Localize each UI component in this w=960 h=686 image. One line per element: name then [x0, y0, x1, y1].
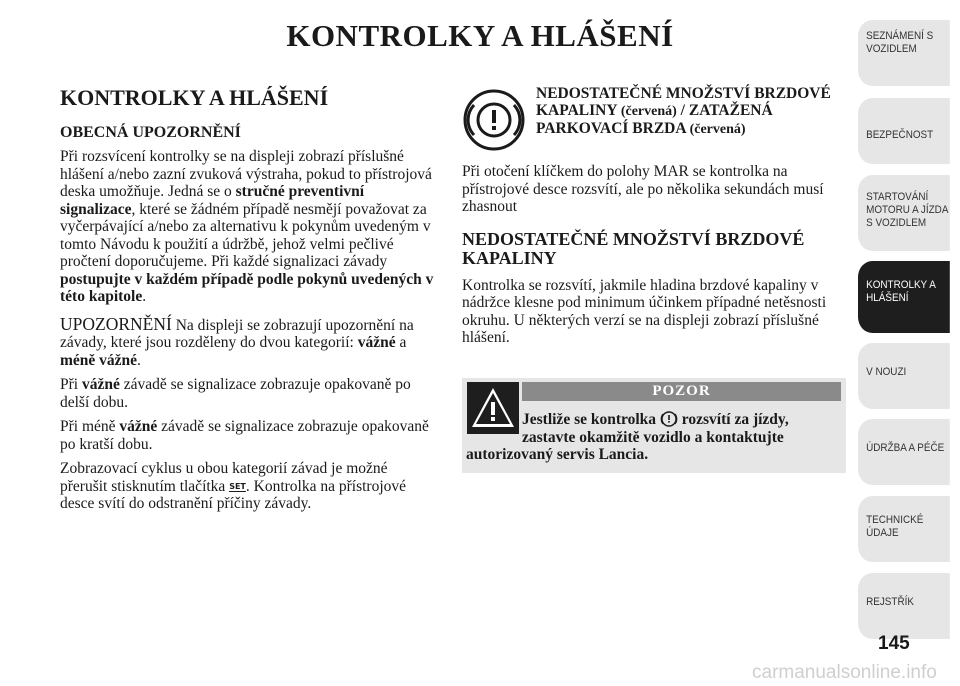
serious-fault-paragraph: Při vážné závadě se signalizace zobrazuje opakovaně po delší dobu.	[60, 376, 411, 411]
section-heading: KONTROLKY A HLÁŠENÍ	[60, 85, 329, 110]
brake-warning-title: NEDOSTATEČNÉ MNOŽSTVÍ BRZDOVÉ KAPALINY (červená) / ZATAŽENÁ PARKOVACÍ BRZDA (červená)	[536, 85, 831, 137]
display-cycle-paragraph: Zobrazovací cyklus u obou kategorií závad je možné přerušit stisknutím tlačítka SET. Kontrolka na přístrojové desce svítí do odstranění příčiny závady.	[60, 460, 407, 512]
minor-fault-paragraph: Při méně vážné závadě se signalizace zobrazuje opakovaně po kratší dobu.	[60, 418, 429, 453]
warning-categories-paragraph: UPOZORNĚNÍ Na displeji se zobrazují upozornění na závady, které jsou rozděleny do dvou kategorií: vážné a méně vážné.	[60, 313, 414, 369]
right-column	[462, 85, 847, 354]
caution-box	[462, 378, 846, 473]
tab-udrzba[interactable]: ÚDRŽBA A PÉČE	[858, 419, 950, 485]
brake-warning-small-icon	[660, 411, 678, 427]
brake-warning-block	[462, 85, 847, 163]
tab-kontrolky[interactable]: KONTROLKY A HLÁŠENÍ	[858, 261, 950, 333]
watermark: carmanualsonline.info	[752, 662, 937, 683]
caution-label: POZOR	[522, 382, 841, 401]
tab-v-nouzi[interactable]: V NOUZI	[858, 343, 950, 409]
page-title: KONTROLKY A HLÁŠENÍ	[286, 18, 674, 53]
tab-seznameni[interactable]: SEZNÁMENÍ S VOZIDLEM	[858, 20, 950, 86]
brake-fluid-heading: NEDOSTATEČNÉ MNOŽSTVÍ BRZDOVÉ KAPALINY	[462, 228, 805, 268]
tab-technicke[interactable]: TECHNICKÉ ÚDAJE	[858, 496, 950, 562]
page-number: 145	[878, 633, 910, 654]
general-warning-paragraph: Při rozsvícení kontrolky se na displeji zobrazí příslušné hlášení a/nebo zazní zvuková výstraha, pokud to přístrojová deska umožňuje. Jedná se o stručné preventivní signalizace, které se žádném případě nesmějí považovat za vyčerpávající a/nebo za alternativu k pokynům uvedeným v tomto Návodu k použití a údržbě, jehož velmi pečlivé pročtení doporučujeme. Při každé signalizaci závady postupujte v každém případě podle pokynů uvedených v této kapitole.	[60, 148, 434, 305]
tab-startovani[interactable]: STARTOVÁNÍ MOTORU A JÍZDA S VOZIDLEM	[858, 175, 950, 251]
brake-warning-icon	[462, 88, 526, 152]
brake-fluid-paragraph: Kontrolka se rozsvítí, jakmile hladina brzdové kapaliny v nádržce klesne pod minimum účinkem případné netěsnosti okruhu. U některých verzí se na displeji zobrazí příslušné hlášení.	[462, 276, 827, 346]
caution-text: Jestliže se kontrolka rozsvítí za jízdy, zastavte okamžitě vozidlo a kontaktujte autorizovaný servis Lancia.	[466, 411, 789, 463]
left-column	[60, 85, 438, 520]
tab-rejstrik[interactable]: REJSTŘÍK	[858, 573, 950, 639]
tab-bezpecnost[interactable]: BEZPEČNOST	[858, 98, 950, 164]
set-button-icon: SET	[229, 481, 246, 491]
key-position-paragraph: Při otočení klíčkem do polohy MAR se kontrolka na přístrojové desce rozsvítí, ale po několika sekundách musí zhasnout	[462, 163, 824, 215]
subsection-heading: OBECNÁ UPOZORNĚNÍ	[60, 124, 241, 141]
